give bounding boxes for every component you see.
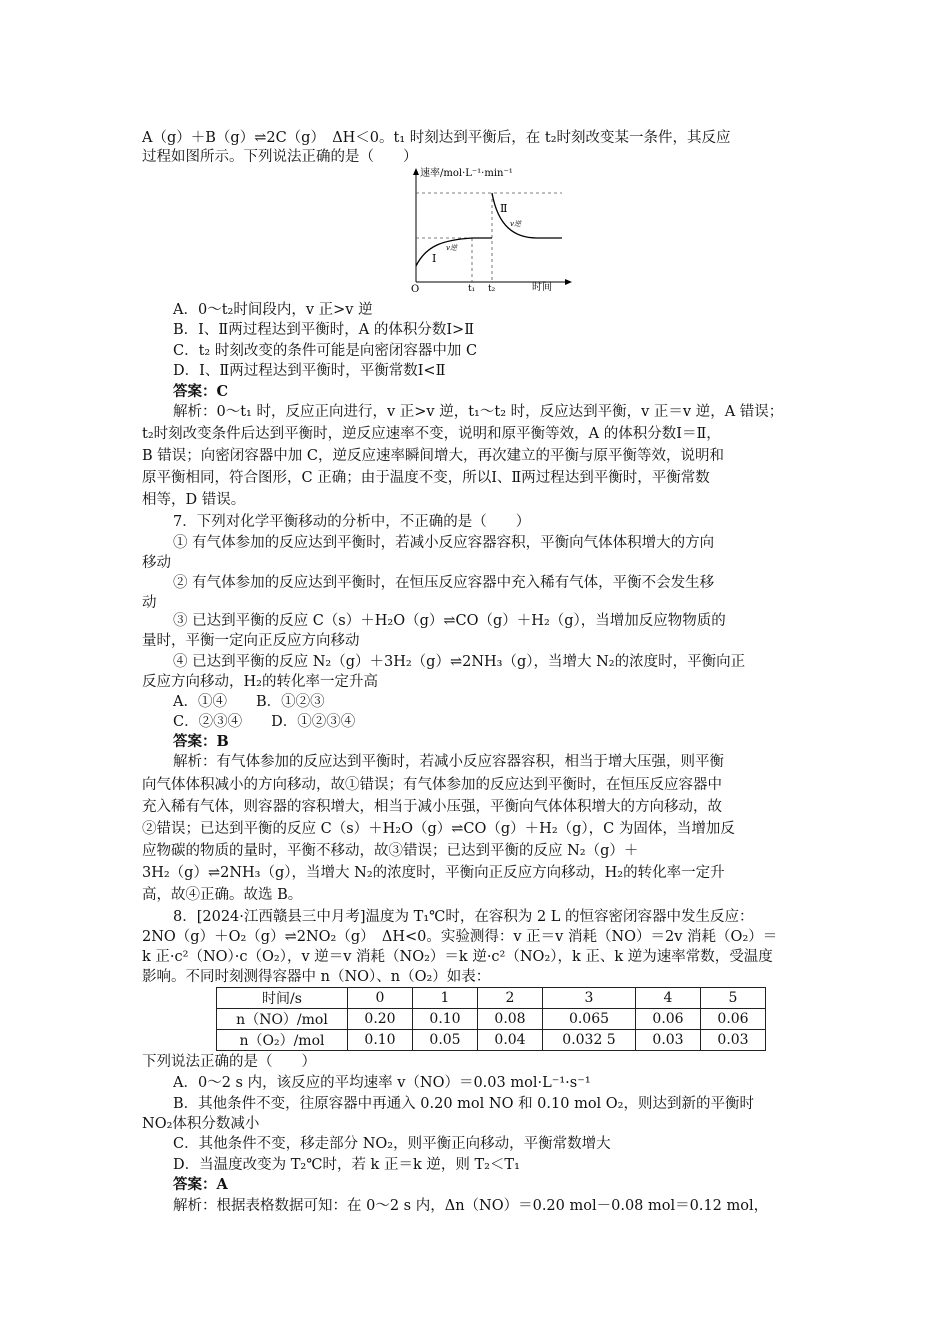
q6-option-d: D．Ⅰ、Ⅱ两过程达到平衡时，平衡常数Ⅰ<Ⅱ (173, 363, 446, 379)
table-header-cell: 2 (478, 988, 543, 1009)
q6-option-a: A．0～t₂时间段内，v 正>v 逆 (173, 302, 373, 318)
q8-question: 下列说法正确的是（ ） (142, 1054, 316, 1070)
q6-stem-line2: 过程如图所示。下列说法正确的是（ ） (142, 149, 418, 165)
q7-stem: 7．下列对化学平衡移动的分析中，不正确的是（ ） (173, 514, 531, 530)
table-header-row (217, 988, 766, 1009)
q7-analysis-line: 应物碳的物质的量时，平衡不移动，故③错误；已达到平衡的反应 N₂（g）＋ (142, 843, 639, 859)
t2-label: t₂ (488, 284, 496, 294)
q7-item-line: ① 有气体参加的反应达到平衡时，若减小反应容器容积，平衡向气体体积增大的方向 (173, 535, 715, 551)
x-axis-label: 时间 (532, 282, 552, 293)
table-row (217, 1030, 766, 1051)
q8-option-a: A．0～2 s 内，该反应的平均速率 v（NO）＝0.03 mol·L⁻¹·s⁻¹ (173, 1075, 591, 1091)
q6-analysis-line: 解析：0～t₁ 时，反应正向进行，v 正>v 逆，t₁～t₂ 时，反应达到平衡，v 正＝v 逆，A 错误； (173, 404, 784, 420)
q8-stem-line: 8．[2024·江西赣县三中月考]温度为 T₁℃时，在容积为 2 L 的恒容密闭容器中发生反应： (173, 909, 754, 925)
q8-option-c: C．其他条件不变，移走部分 NO₂，则平衡正向移动，平衡常数增大 (173, 1136, 611, 1152)
table-cell: n（NO）/mol (217, 1009, 348, 1030)
q6-option-b: B．Ⅰ、Ⅱ两过程达到平衡时，A 的体积分数Ⅰ>Ⅱ (173, 322, 475, 338)
table-header-cell: 3 (543, 988, 636, 1009)
table-cell: n（O₂）/mol (217, 1030, 348, 1051)
curve-1-label: v逆 (446, 244, 457, 252)
table-cell: 0.04 (478, 1030, 543, 1051)
q8-option-b: B．其他条件不变，往原容器中再通入 0.20 mol NO 和 0.10 mol O₂，则达到新的平衡时 (173, 1096, 754, 1112)
q6-analysis-line: t₂时刻改变条件后达到平衡时，逆反应速率不变，说明和原平衡等效，A 的体积分数Ⅰ＝Ⅱ， (142, 426, 721, 442)
q8-option-d: D．当温度改变为 T₂℃时，若 k 正＝k 逆，则 T₂＜T₁ (173, 1157, 520, 1173)
table-cell: 0.08 (478, 1009, 543, 1030)
data-table (216, 987, 766, 1051)
q7-analysis-line: 3H₂（g）⇌2NH₃（g），当增大 N₂的浓度时，平衡向正反应方向移动，H₂的转化率一定升 (142, 865, 725, 881)
table-cell: 0.06 (701, 1009, 766, 1030)
table-header-cell: 时间/s (217, 988, 348, 1009)
curve-2-label: v逆 (510, 220, 521, 228)
q7-analysis-line: 解析：有气体参加的反应达到平衡时，若减小反应容器容积，相当于增大压强，则平衡 (173, 754, 724, 770)
table-cell: 0.05 (413, 1030, 478, 1051)
q7-item-line: ③ 已达到平衡的反应 C（s）＋H₂O（g）⇌CO（g）＋H₂（g），当增加反应物物质的 (173, 613, 726, 629)
q6-stem-line1: A（g）＋B（g）⇌2C（g） ΔH＜0。t₁ 时刻达到平衡后，在 t₂时刻改变某一条件，其反应 (142, 130, 731, 146)
x-axis-arrow (565, 279, 572, 285)
q7-item-line: ④ 已达到平衡的反应 N₂（g）＋3H₂（g）⇌2NH₃（g），当增大 N₂的浓度时，平衡向正 (173, 654, 746, 670)
table-header-cell: 4 (636, 988, 701, 1009)
table-header-cell: 5 (701, 988, 766, 1009)
rate-time-graph (402, 164, 582, 294)
curve-2 (492, 193, 562, 238)
q7-analysis-line: 向气体体积减小的方向移动，故①错误；有气体参加的反应达到平衡时，在恒压反应容器中 (142, 777, 722, 793)
q7-analysis-line: 充入稀有气体，则容器的容积增大，相当于减小压强，平衡向气体体积增大的方向移动，故 (142, 799, 722, 815)
q7-analysis-line: 高，故④正确。故选 B。 (142, 887, 303, 903)
q7-item-line: 量时，平衡一定向正反应方向移动 (142, 633, 360, 649)
q8-analysis: 解析：根据表格数据可知：在 0～2 s 内，Δn（NO）＝0.20 mol－0.08 mol＝0.12 mol， (173, 1198, 769, 1214)
q6-analysis-line: 相等，D 错误。 (142, 492, 246, 508)
table-cell: 0.065 (543, 1009, 636, 1030)
table-cell: 0.032 5 (543, 1030, 636, 1051)
q6-answer: 答案：C (173, 383, 229, 400)
table-header-cell: 0 (348, 988, 413, 1009)
table-cell: 0.06 (636, 1009, 701, 1030)
q7-item-line: 动 (142, 595, 157, 611)
table-cell: 0.20 (348, 1009, 413, 1030)
q8-answer: 答案：A (173, 1176, 228, 1193)
table-header-cell: 1 (413, 988, 478, 1009)
table-row (217, 1009, 766, 1030)
t1-label: t₁ (468, 284, 476, 294)
table-cell: 0.10 (348, 1030, 413, 1051)
q6-analysis-line: 原平衡相同，符合图形，C 正确；由于温度不变，所以Ⅰ、Ⅱ两过程达到平衡时，平衡常数 (142, 470, 710, 486)
curve-1 (416, 238, 492, 266)
region-2-label: Ⅱ (500, 202, 508, 215)
q7-item-line: ② 有气体参加的反应达到平衡时，在恒压反应容器中充入稀有气体，平衡不会发生移 (173, 575, 715, 591)
q8-stem-line: k 正·c²（NO）·c（O₂），v 逆＝v 消耗（NO₂）＝k 逆·c²（NO₂），k 正、k 逆为速率常数，受温度 (142, 949, 773, 965)
q8-option-b-cont: NO₂体积分数减小 (142, 1116, 260, 1132)
table-cell: 0.10 (413, 1009, 478, 1030)
y-axis-arrow (413, 168, 419, 175)
q6-option-c: C．t₂ 时刻改变的条件可能是向密闭容器中加 C (173, 343, 478, 359)
table-cell: 0.03 (701, 1030, 766, 1051)
table-cell: 0.03 (636, 1030, 701, 1051)
q6-analysis-line: B 错误；向密闭容器中加 C，逆反应速率瞬间增大，再次建立的平衡与原平衡等效，说明和 (142, 448, 724, 464)
origin-label: O (411, 284, 420, 294)
q7-answer: 答案：B (173, 733, 229, 750)
q8-stem-line: 2NO（g）＋O₂（g）⇌2NO₂（g） ΔH<0。实验测得：v 正＝v 消耗（NO）＝2v 消耗（O₂）＝ (142, 929, 778, 945)
q7-options-line1: A．①④ B．①②③ (173, 694, 325, 710)
q7-analysis-line: ②错误；已达到平衡的反应 C（s）＋H₂O（g）⇌CO（g）＋H₂（g），C 为固体，当增加反 (142, 821, 735, 837)
q7-options-line2: C．②③④ D．①②③④ (173, 714, 356, 730)
y-axis-label: 速率/mol·L⁻¹·min⁻¹ (420, 168, 513, 179)
region-1-label: Ⅰ (432, 252, 437, 265)
q7-item-line: 移动 (142, 555, 171, 571)
q8-stem-line: 影响。不同时刻测得容器中 n（NO）、n（O₂）如表： (142, 969, 491, 985)
q7-item-line: 反应方向移动，H₂的转化率一定升高 (142, 674, 378, 690)
